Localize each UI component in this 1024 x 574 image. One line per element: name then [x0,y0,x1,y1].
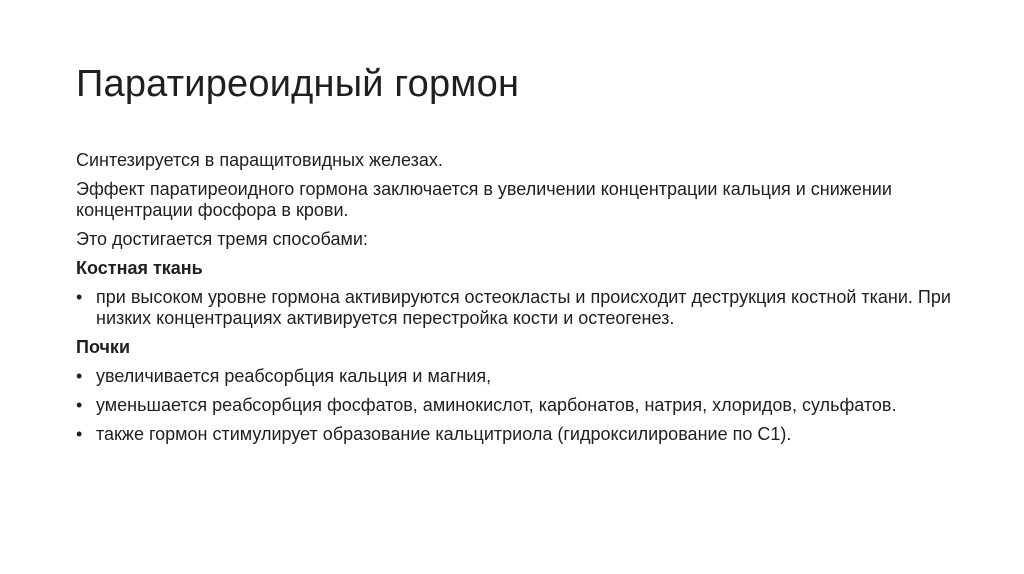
bullet-item [76,366,956,387]
section-heading-bone: Костная ткань [76,258,203,278]
bullet-list-kidneys [76,366,956,445]
bullet-item [76,395,956,416]
section-heading-kidneys: Почки [76,337,131,357]
bullet-text: уменьшается реабсорбция фосфатов, аминокислот, карбонатов, натрия, хлоридов, сульфатов. [96,395,897,415]
intro-paragraph: Это достигается тремя способами: [76,229,368,249]
bullet-item [76,424,956,445]
bullet-icon: • [76,287,83,307]
bullet-icon: • [76,395,83,415]
intro-paragraph: Синтезируется в паращитовидных железах. [76,150,443,170]
bullet-item [76,287,956,329]
bullet-text: увеличивается реабсорбция кальция и магния, [96,366,492,386]
bullet-icon: • [76,424,83,444]
bullet-text: при высоком уровне гормона активируются остеокласты и происходит деструкция костной ткани. При низких концентрациях активируется перестройка кости и остеогенез. [96,287,951,328]
slide-title: Паратиреоидный гормон [76,63,520,105]
bullet-list-bone [76,287,956,329]
bullet-text: также гормон стимулирует образование кальцитриола (гидроксилирование по С1). [96,424,792,444]
bullet-icon: • [76,366,83,386]
slide-body [76,150,956,453]
intro-paragraph: Эффект паратиреоидного гормона заключается в увеличении концентрации кальция и снижении концентрации фосфора в крови. [76,179,892,220]
